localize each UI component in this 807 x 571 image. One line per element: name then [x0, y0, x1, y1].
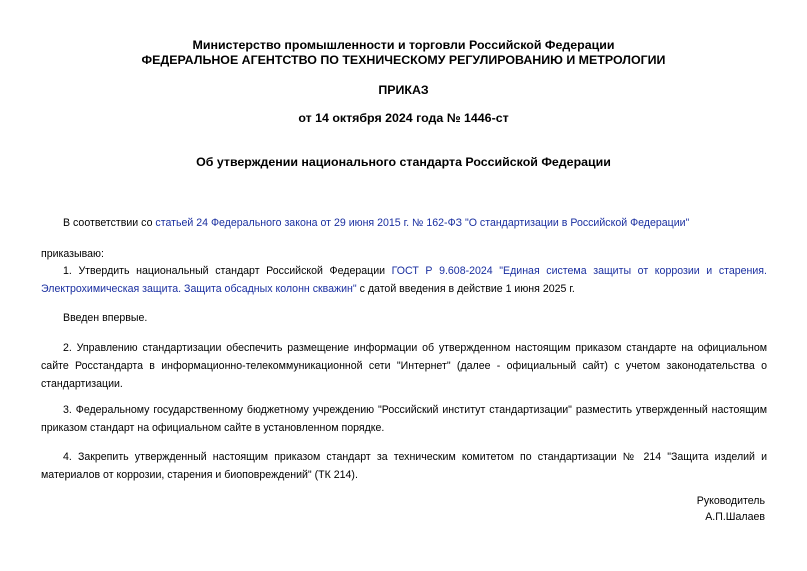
item-1-suffix: с датой введения в действие 1 июня 2025 г.: [356, 283, 575, 295]
document-type: ПРИКАЗ: [378, 83, 429, 97]
item-4-paragraph: 4. Закрепить утвержденный настоящим приказом стандарт за техническим комитетом по стандартизации № 214 "Защита изделий и материалов от коррозии, старения и биоповреждений" (ТК 214).: [41, 451, 767, 481]
intro-prefix: В соответствии со: [63, 217, 156, 229]
gost-standard-link[interactable]: ГОСТ Р 9.608-2024 "Единая система защиты от коррозии и старения. Электрохимическая защита. Защита обсадных колонн скважин": [41, 265, 767, 295]
item-1-prefix: 1. Утвердить национальный стандарт Российской Федерации: [63, 265, 386, 277]
item-1-paragraph: [41, 262, 767, 298]
item-2-paragraph: 2. Управлению стандартизации обеспечить размещение информации об утвержденном настоящим приказом стандарте на официальном сайте Росстандарта в информационно-телекоммуникационной сети "Интернет" (далее - официальный сайт) с учетом законодательства о стандартизации.: [41, 342, 767, 390]
signature-name: А.П.Шалаев: [705, 511, 765, 523]
agency-heading: ФЕДЕРАЛЬНОЕ АГЕНТСТВО ПО ТЕХНИЧЕСКОМУ РЕГУЛИРОВАНИЮ И МЕТРОЛОГИИ: [141, 53, 666, 67]
introduced-note: Введен впервые.: [63, 312, 148, 324]
order-word: приказываю:: [41, 248, 104, 260]
intro-paragraph: [41, 214, 767, 232]
ministry-heading: Министерство промышленности и торговли Российской Федерации: [192, 38, 615, 52]
item-3-paragraph: 3. Федеральному государственному бюджетному учреждению "Российский институт стандартизации" разместить утвержденный настоящим приказом стандарт на официальном сайте в установленном порядке.: [41, 404, 767, 434]
signature-position: Руководитель: [696, 495, 765, 507]
order-date-number: от 14 октября 2024 года № 1446-ст: [298, 111, 509, 125]
federal-law-link[interactable]: статьей 24 Федерального закона от 29 июня 2015 г. № 162-ФЗ "О стандартизации в Российской Федерации": [155, 217, 690, 229]
document-title: Об утверждении национального стандарта Российской Федерации: [196, 155, 611, 169]
